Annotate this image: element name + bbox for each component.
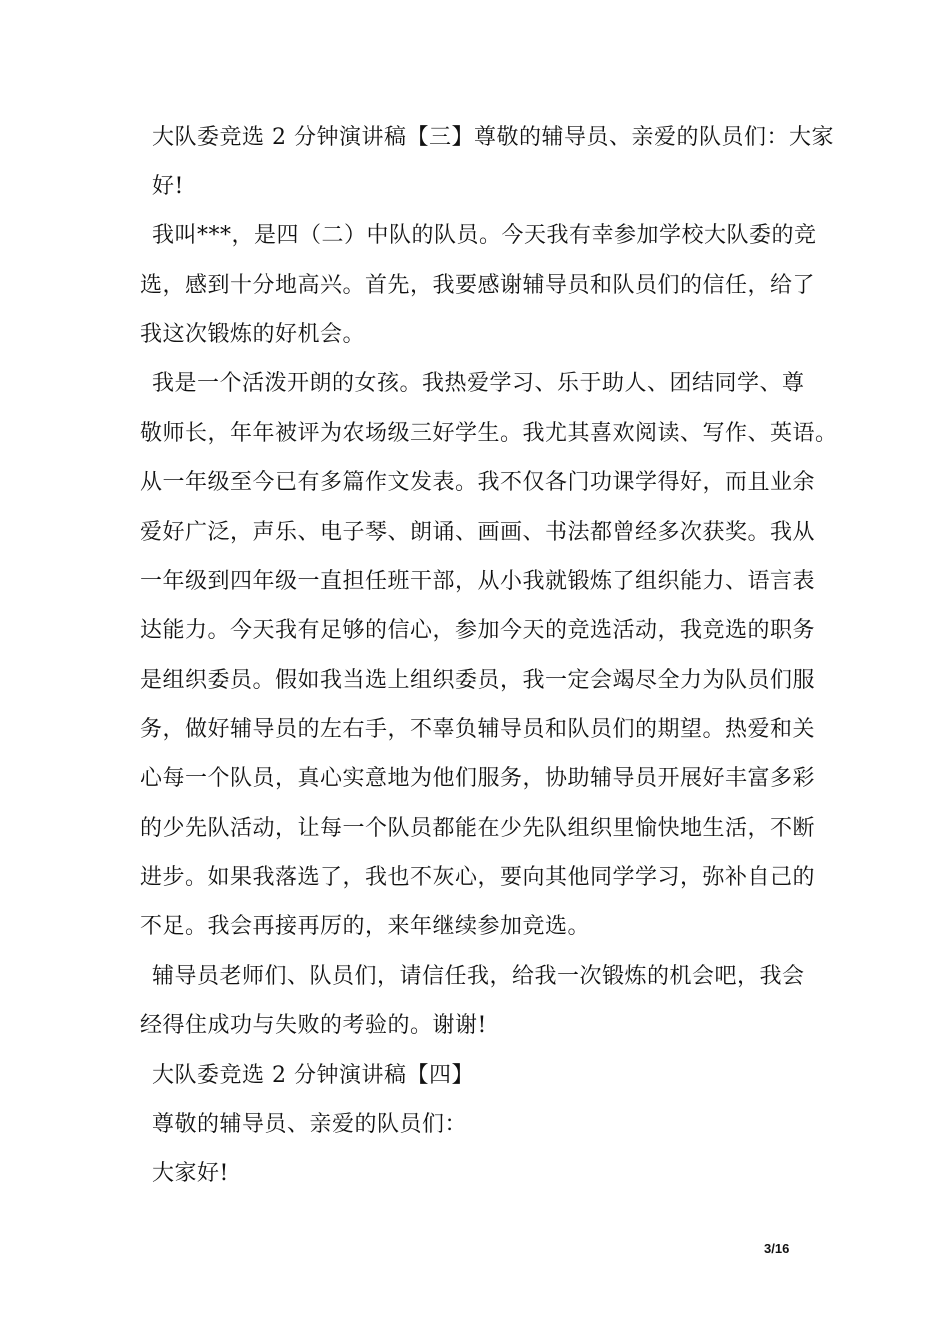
- text-line: 一年级到四年级一直担任班干部，从小我就锻炼了组织能力、语言表: [140, 569, 816, 594]
- text-line: 经得住成功与失败的考验的。谢谢!: [140, 1013, 487, 1038]
- text-line: 不足。我会再接再厉的，来年继续参加竞选。: [140, 914, 591, 939]
- text-line: 辅导员老师们、队员们，请信任我，给我一次锻炼的机会吧，我会: [152, 964, 805, 989]
- text-line: 进步。如果我落选了，我也不灰心，要向其他同学学习，弥补自己的: [140, 865, 816, 890]
- text-line: 大家好!: [152, 1161, 229, 1186]
- text-line: 我叫***，是四（二）中队的队员。今天我有幸参加学校大队委的竞: [152, 223, 817, 248]
- text-line: 大队委竞选 2 分钟演讲稿【三】尊敬的辅导员、亲爱的队员们：大家: [152, 125, 834, 150]
- text-line: 从一年级至今已有多篇作文发表。我不仅各门功课学得好，而且业余: [140, 470, 816, 495]
- section-heading: 大队委竞选 2 分钟演讲稿【四】: [152, 1063, 474, 1088]
- text-line: 爱好广泛，声乐、电子琴、朗诵、画画、书法都曾经多次获奖。我从: [140, 520, 816, 545]
- text-line: 心每一个队员，真心实意地为他们服务，协助辅导员开展好丰富多彩: [140, 766, 816, 791]
- text-line: 好!: [152, 174, 184, 199]
- text-line: 的少先队活动，让每一个队员都能在少先队组织里愉快地生活，不断: [140, 816, 816, 841]
- text-line: 我是一个活泼开朗的女孩。我热爱学习、乐于助人、团结同学、尊: [152, 371, 805, 396]
- text-line: 选，感到十分地高兴。首先，我要感谢辅导员和队员们的信任，给了: [140, 273, 816, 298]
- text-line: 敬师长，年年被评为农场级三好学生。我尤其喜欢阅读、写作、英语。: [140, 421, 838, 446]
- page-number: 3/16: [764, 1241, 790, 1256]
- text-line: 务，做好辅导员的左右手，不辜负辅导员和队员们的期望。热爱和关: [140, 717, 816, 742]
- text-line: 达能力。今天我有足够的信心，参加今天的竞选活动，我竞选的职务: [140, 618, 816, 643]
- text-line: 是组织委员。假如我当选上组织委员，我一定会竭尽全力为队员们服: [140, 668, 816, 693]
- text-line: 尊敬的辅导员、亲爱的队员们：: [152, 1112, 468, 1137]
- text-line: 我这次锻炼的好机会。: [140, 322, 366, 347]
